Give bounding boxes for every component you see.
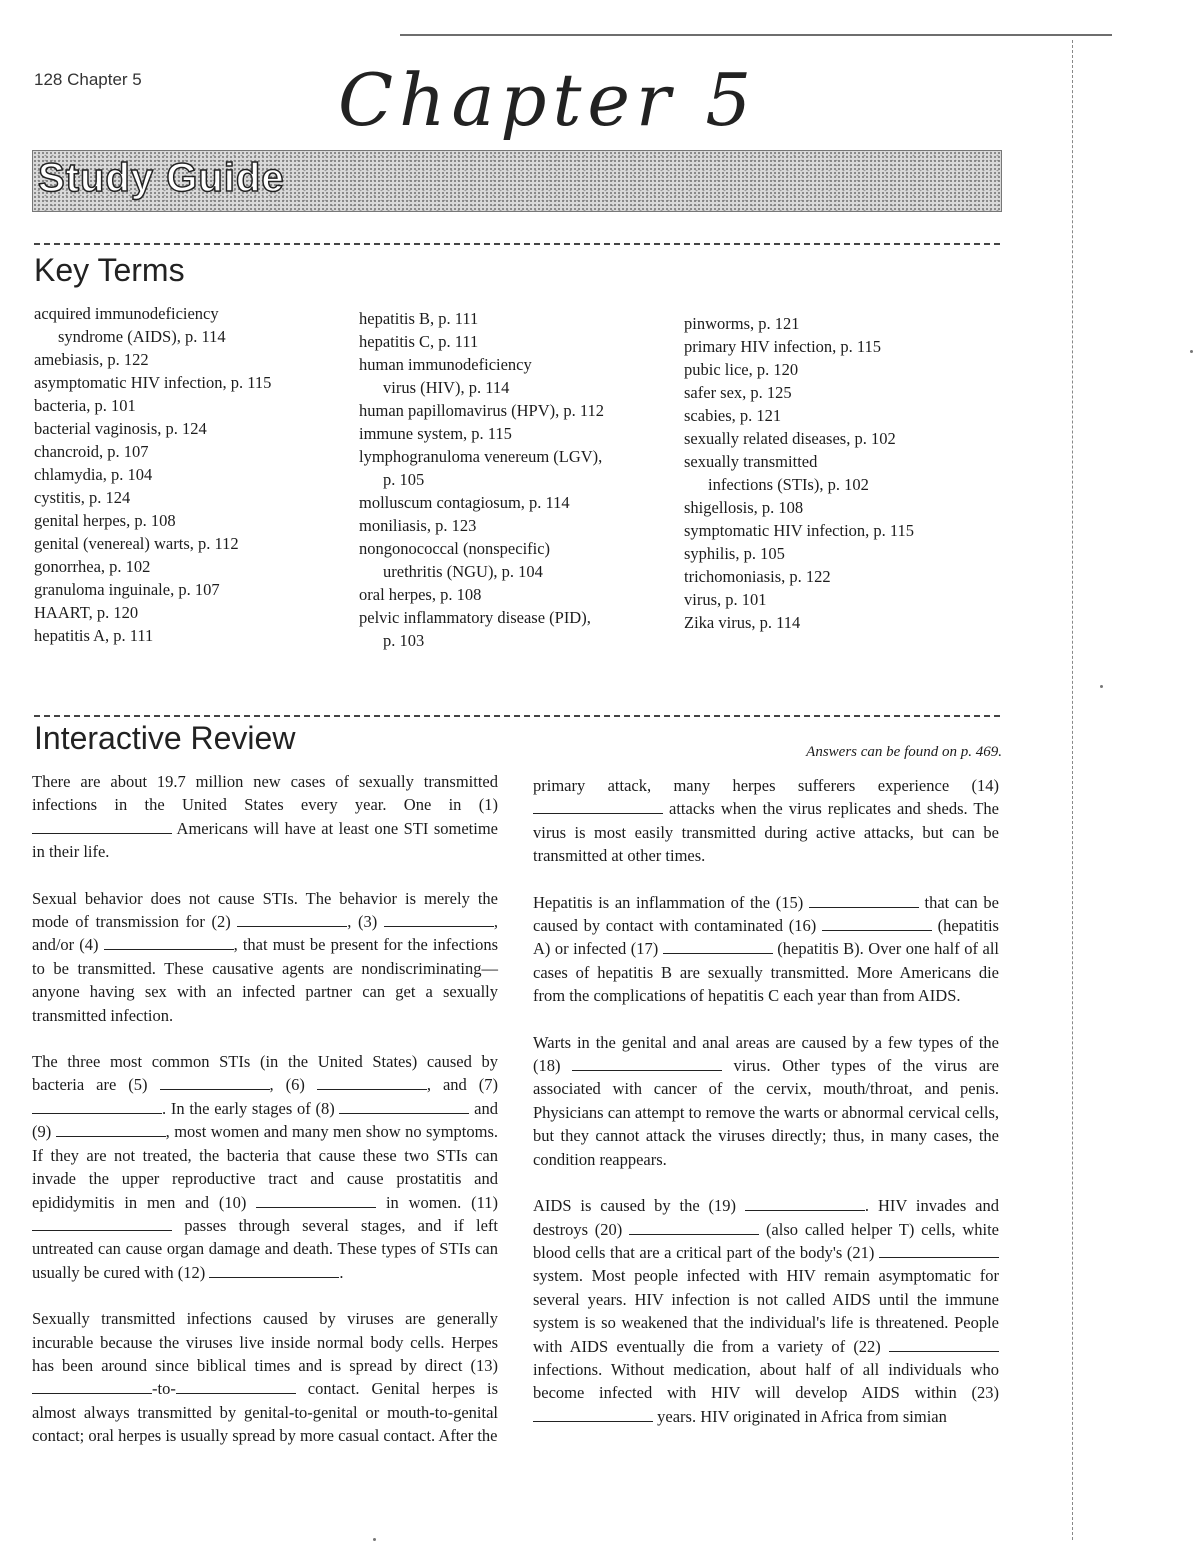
key-term: scabies, p. 121 (684, 406, 782, 425)
review-text: , and (7) (426, 1075, 498, 1095)
key-term: genital (venereal) warts, p. 112 (34, 534, 239, 553)
key-term: safer sex, p. 125 (684, 383, 792, 402)
review-text: (hepatitis A) or infected (17) (533, 916, 999, 959)
review-text: -to- (152, 1379, 176, 1399)
review-paragraph (533, 891, 999, 1008)
review-text: . (339, 1262, 344, 1282)
key-term: infections (STIs), p. 102 (708, 475, 869, 494)
review-paragraph (32, 887, 498, 1027)
key-term: bacterial vaginosis, p. 124 (34, 419, 207, 438)
key-term: amebiasis, p. 122 (34, 350, 149, 369)
key-term: molluscum contagiosum, p. 114 (359, 493, 570, 512)
answer-blank[interactable] (32, 1379, 152, 1394)
review-text: . In the early stages of (8) (162, 1098, 340, 1118)
key-term: pelvic inflammatory disease (PID), (359, 608, 591, 627)
review-paragraph (32, 1050, 498, 1284)
review-text: Americans will have at least one STI sometime in their life. (32, 818, 498, 862)
review-paragraph (533, 1194, 999, 1428)
key-term: human immunodeficiency (359, 355, 532, 374)
key-term: virus, p. 101 (684, 590, 767, 609)
answer-blank[interactable] (889, 1337, 999, 1352)
answer-blank[interactable] (56, 1122, 166, 1137)
review-text: years. HIV originated in Africa from simian (653, 1406, 947, 1426)
answer-blank[interactable] (822, 916, 932, 931)
answer-blank[interactable] (237, 912, 347, 927)
scan-speck (1100, 685, 1103, 688)
review-text: contact. Genital herpes is almost always transmitted by genital-to-genital or mouth-to-genital contact; oral herpes is usually spread by more casual contact. After the (32, 1379, 498, 1446)
scan-speck (373, 1538, 376, 1541)
review-text: that can be caused by contact with contaminated (16) (533, 892, 999, 936)
answer-blank[interactable] (339, 1099, 469, 1114)
key-term: symptomatic HIV infection, p. 115 (684, 521, 915, 540)
review-text: , and/or (4) (32, 912, 498, 955)
key-term: sexually related diseases, p. 102 (684, 429, 896, 448)
answer-blank[interactable] (209, 1263, 339, 1278)
answer-blank[interactable] (32, 1216, 172, 1231)
review-text: in women. (11) (376, 1192, 498, 1212)
answer-blank[interactable] (879, 1243, 999, 1258)
review-text: primary attack, many herpes sufferers experience (14) (533, 776, 999, 795)
interactive-review-rule (34, 715, 1000, 717)
key-term: urethritis (NGU), p. 104 (383, 562, 543, 581)
review-text: Hepatitis is an inflammation of the (15) (533, 892, 809, 912)
review-text: , (3) (347, 912, 384, 932)
review-text: Sexually transmitted infections caused by viruses are generally incurable because the viruses live inside normal body cells. Herpes has been around since biblical times and is spread by direct (13) (32, 1309, 498, 1375)
key-term: cystitis, p. 124 (34, 488, 131, 507)
review-text: , most women and many men show no symptoms. If they are not treated, the bacteria that cause these two STIs can invade the upper reproductive tract and cause prostatitis and epididymitis in men and (10) (32, 1122, 499, 1212)
handwritten-chapter-heading: Chapter 5 (338, 58, 758, 142)
key-term: shigellosis, p. 108 (684, 498, 804, 517)
key-term: asymptomatic HIV infection, p. 115 (34, 373, 272, 392)
key-term: genital herpes, p. 108 (34, 511, 176, 530)
key-term: pinworms, p. 121 (684, 314, 800, 333)
answer-blank[interactable] (809, 893, 919, 908)
key-term: oral herpes, p. 108 (359, 585, 482, 604)
answer-blank[interactable] (745, 1196, 865, 1211)
key-terms-column-3 (684, 312, 994, 634)
review-text: There are about 19.7 million new cases of sexually transmitted infections in the United States every year. One in (1) (32, 772, 498, 815)
review-text: and (9) (32, 1098, 498, 1142)
answer-blank[interactable] (533, 1407, 653, 1422)
key-term: pubic lice, p. 120 (684, 360, 799, 379)
review-text: system. Most people infected with HIV remain asymptomatic for several years. HIV infection is not called AIDS until the immune system is so weakened that the individual's life is threatened. People with AIDS eventually die from a variety of (22) (533, 1266, 999, 1356)
review-text: (also called helper T) cells, white blood cells that are a critical part of the body's (21) (533, 1219, 1000, 1262)
key-term: p. 103 (383, 631, 425, 650)
answer-blank[interactable] (629, 1220, 759, 1235)
review-paragraph (533, 774, 999, 868)
key-term: virus (HIV), p. 114 (383, 378, 510, 397)
answer-blank[interactable] (176, 1379, 296, 1394)
key-term: p. 105 (383, 470, 425, 489)
key-terms-column-1 (34, 302, 334, 647)
answer-blank[interactable] (160, 1075, 270, 1090)
key-term: granuloma inguinale, p. 107 (34, 580, 220, 599)
key-term: Zika virus, p. 114 (684, 613, 801, 632)
scan-margin-line (1072, 40, 1073, 1540)
key-term: trichomoniasis, p. 122 (684, 567, 831, 586)
answer-blank[interactable] (533, 799, 663, 814)
review-text: virus. Other types of the virus are associated with cancer of the cervix, mouth/throat, and penis. Physicians can attempt to remove the warts or abnormal cervical cells, but they cannot attack the viruses directly; thus, in many cases, the condition reappears. (533, 1056, 999, 1169)
review-paragraph (533, 1031, 999, 1171)
review-column-right (533, 774, 999, 1451)
key-term: lymphogranuloma venereum (LGV), (359, 447, 603, 466)
review-text: Sexual behavior does not cause STIs. The behavior is merely the mode of transmission for (2) (32, 888, 498, 932)
review-text: , that must be present for the infections to be transmitted. These causative agents are nondiscriminating—anyone having sex with an infected partner can get a sexually transmitted infection. (32, 935, 498, 1025)
key-term: syphilis, p. 105 (684, 544, 785, 563)
key-terms-column-2 (359, 307, 669, 652)
answer-blank[interactable] (32, 819, 172, 834)
key-term: gonorrhea, p. 102 (34, 557, 151, 576)
answer-blank[interactable] (256, 1193, 376, 1208)
key-term: primary HIV infection, p. 115 (684, 337, 882, 356)
review-text: , (6) (269, 1075, 317, 1095)
key-term: hepatitis A, p. 111 (34, 626, 154, 645)
review-text: (hepatitis B). Over one half of all cases of hepatitis B are sexually transmitted. More Americans die from the complications of hepatitis C each year than from AIDS. (533, 939, 999, 1006)
key-term: hepatitis B, p. 111 (359, 309, 479, 328)
key-term: chancroid, p. 107 (34, 442, 149, 461)
review-text: Warts in the genital and anal areas are caused by a few types of the (18) (533, 1032, 999, 1076)
top-rule (400, 34, 1112, 36)
answer-blank[interactable] (663, 939, 773, 954)
key-terms-rule (34, 243, 1000, 245)
page-number: 128 Chapter 5 (34, 70, 142, 89)
review-text: infections. Without medication, about half of all individuals who become infected with HIV will develop AIDS within (23) (533, 1359, 999, 1403)
review-text: AIDS is caused by the (19) (533, 1196, 745, 1216)
key-terms-title: Key Terms (34, 252, 185, 288)
answer-blank[interactable] (32, 1099, 162, 1114)
review-column-left (32, 770, 498, 1471)
review-paragraph (32, 1307, 498, 1447)
key-term: sexually transmitted (684, 452, 818, 471)
interactive-review-title: Interactive Review (34, 720, 296, 756)
review-paragraph (32, 770, 498, 864)
study-guide-title: Study Guide (38, 156, 285, 200)
key-term: acquired immunodeficiency (34, 304, 219, 323)
key-term: human papillomavirus (HPV), p. 112 (359, 401, 605, 420)
key-term: nongonococcal (nonspecific) (359, 539, 551, 558)
scan-speck (1190, 350, 1193, 353)
review-text: . HIV invades and destroys (20) (533, 1196, 999, 1239)
key-term: syndrome (AIDS), p. 114 (58, 327, 226, 346)
review-text: passes through several stages, and if left untreated can cause organ damage and death. These types of STIs can usually be cured with (12) (32, 1215, 498, 1282)
key-term: immune system, p. 115 (359, 424, 512, 443)
review-text: attacks when the virus replicates and sheds. The virus is most easily transmitted during active attacks, but can be transmitted at other times. (533, 799, 999, 866)
key-term: HAART, p. 120 (34, 603, 139, 622)
key-term: chlamydia, p. 104 (34, 465, 153, 484)
key-term: hepatitis C, p. 111 (359, 332, 479, 351)
answer-blank[interactable] (572, 1056, 722, 1071)
answer-blank[interactable] (317, 1075, 427, 1090)
answers-note: Answers can be found on p. 469. (806, 744, 1002, 760)
key-term: bacteria, p. 101 (34, 396, 136, 415)
answer-blank[interactable] (104, 935, 234, 950)
review-text: The three most common STIs (in the United States) caused by bacteria are (5) (32, 1052, 498, 1095)
key-term: moniliasis, p. 123 (359, 516, 477, 535)
answer-blank[interactable] (384, 912, 494, 927)
